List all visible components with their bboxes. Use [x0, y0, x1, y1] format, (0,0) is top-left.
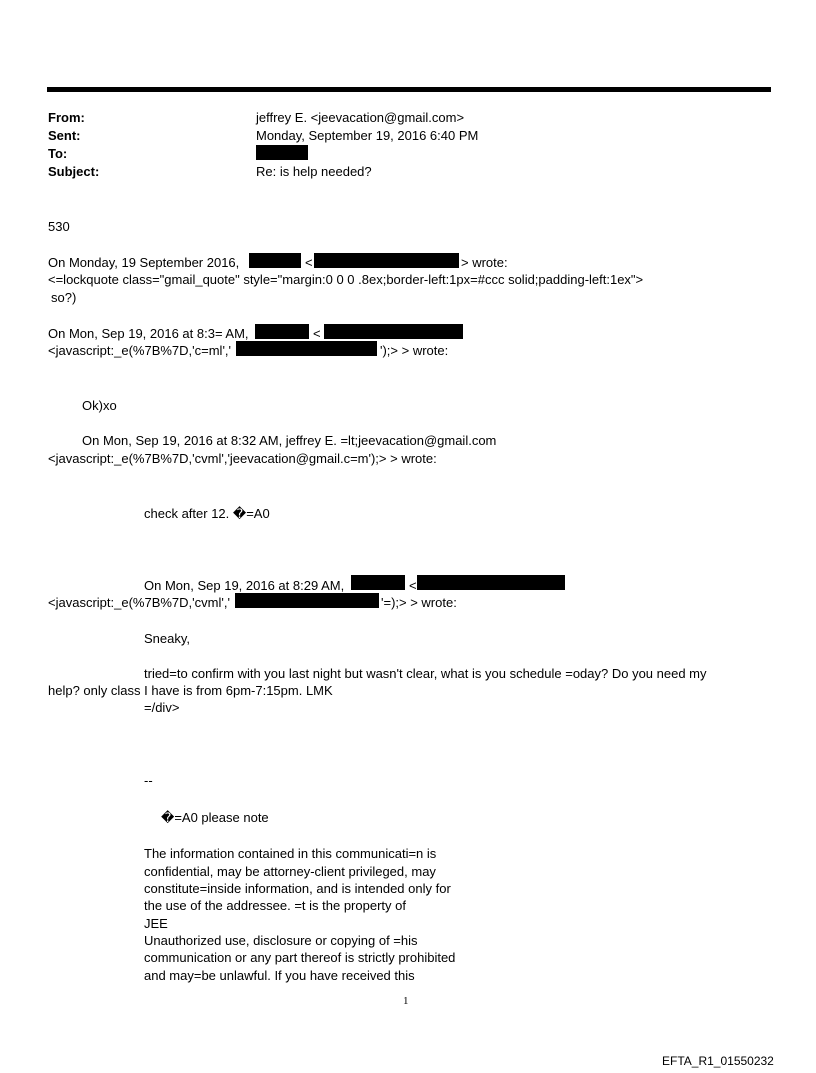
redaction-name-4	[351, 575, 405, 590]
redaction-js-2	[236, 341, 377, 356]
quote4-intro: On Mon, Sep 19, 2016 at 8:29 AM,	[144, 578, 345, 593]
disclaimer-line-3: constitute=inside information, and is intended only for	[144, 881, 451, 896]
from-label: From:	[48, 110, 85, 125]
quote1-end: > wrote:	[461, 255, 508, 270]
redaction-js-4	[235, 593, 379, 608]
disclaimer-line-8: and may=be unlawful. If you have received this	[144, 968, 415, 983]
blockquote-tag: <=lockquote class="gmail_quote" style="margin:0 0 0 .8ex;border-left:1px=#ccc solid;padding-left:1ex">	[48, 272, 644, 287]
quote1-intro: On Monday, 19 September 2016,	[48, 255, 240, 270]
quote4-js-end: '=);> > wrote:	[381, 595, 457, 610]
okxo-line: Ok)xo	[82, 398, 117, 413]
please-note: �=A0 please note	[161, 810, 269, 825]
line-530: 530	[48, 219, 70, 234]
so-line: so?)	[51, 290, 77, 305]
redaction-name-1	[249, 253, 301, 268]
quote2-lt: <	[313, 326, 321, 341]
quote4-js: <javascript:_e(%7B%7D,'cvml','	[48, 595, 230, 610]
document-id: EFTA_R1_01550232	[662, 1054, 774, 1068]
sent-label: Sent:	[48, 128, 81, 143]
redaction-email-1	[314, 253, 459, 268]
message-line-2: help? only class I have is from 6pm-7:15pm. LMK	[48, 683, 333, 698]
redaction-to	[256, 145, 308, 160]
quote3-js: <javascript:_e(%7B%7D,'cvml','jeevacation@gmail.c=m');> > wrote:	[48, 451, 437, 466]
sent-value: Monday, September 19, 2016 6:40 PM	[256, 128, 479, 143]
redaction-name-2	[255, 324, 309, 339]
disclaimer-line-7: communication or any part thereof is strictly prohibited	[144, 950, 456, 965]
div-close: =/div>	[144, 700, 180, 715]
quote2-intro: On Mon, Sep 19, 2016 at 8:3= AM,	[48, 326, 249, 341]
quote1-lt: <	[305, 255, 313, 270]
sneaky-line: Sneaky,	[144, 631, 191, 646]
check-line: check after 12. �=A0	[144, 506, 270, 521]
disclaimer-line-6: Unauthorized use, disclosure or copying of =his	[144, 933, 418, 948]
subject-value: Re: is help needed?	[256, 164, 372, 179]
disclaimer-line-4: the use of the addressee. =t is the property of	[144, 898, 406, 913]
quote3-intro: On Mon, Sep 19, 2016 at 8:32 AM, jeffrey E. =lt;jeevacation@gmail.com	[82, 433, 497, 448]
from-value: jeffrey E. <jeevacation@gmail.com>	[256, 110, 465, 125]
subject-label: Subject:	[48, 164, 100, 179]
to-label: To:	[48, 146, 68, 161]
page-number: 1	[403, 995, 409, 1007]
quote4-lt: <	[409, 578, 417, 593]
disclaimer-line-2: confidential, may be attorney-client privileged, may	[144, 864, 436, 879]
disclaimer-line-1: The information contained in this communicati=n is	[144, 846, 437, 861]
quote2-js: <javascript:_e(%7B%7D,'c=ml','	[48, 343, 232, 358]
redaction-email-4	[417, 575, 565, 590]
message-line-1: tried=to confirm with you last night but wasn't clear, what is you schedule =oday? Do you need my	[144, 666, 707, 681]
signature-dashes: --	[144, 773, 153, 788]
header-rule	[47, 87, 771, 92]
disclaimer-line-5: JEE	[144, 916, 168, 931]
redaction-email-2	[324, 324, 463, 339]
quote2-js-end: ');> > wrote:	[380, 343, 449, 358]
